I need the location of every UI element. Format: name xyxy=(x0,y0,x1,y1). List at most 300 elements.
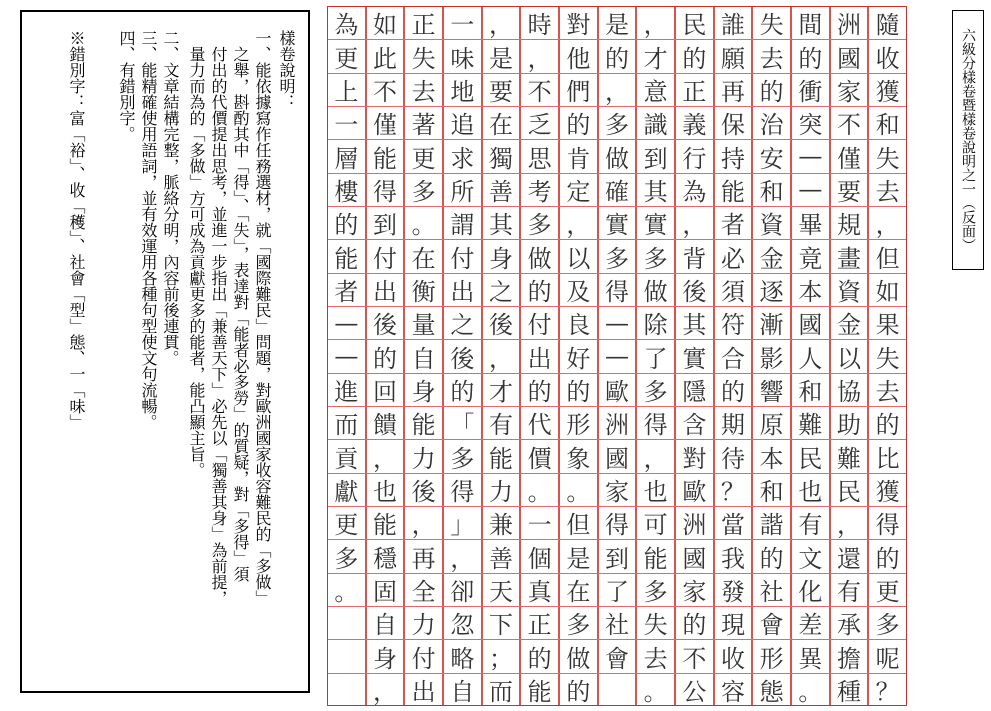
essay-char: 身 xyxy=(372,644,397,673)
essay-char: 追 xyxy=(450,111,475,140)
essay-char: 意 xyxy=(643,77,668,106)
explanation-line: 量力而為的「多做」方可成為貢獻更多的能者，能凸顯主旨。 xyxy=(187,30,206,478)
essay-char: 失 xyxy=(759,11,784,40)
essay-char: 後 xyxy=(488,311,513,340)
essay-char: 願 xyxy=(720,44,745,73)
essay-char: 不 xyxy=(836,111,861,140)
essay-char: 諧 xyxy=(759,511,784,540)
essay-char: 而 xyxy=(334,411,359,440)
essay-char: 多 xyxy=(450,444,475,473)
essay-char: ， xyxy=(372,677,397,706)
explanation-line: 一、能依據寫作任務選材，就「國際難民」問題，對歐洲國家收容難民的「多做」 xyxy=(253,30,272,606)
essay-char: ， xyxy=(488,11,513,40)
essay-char: 實 xyxy=(682,344,707,373)
essay-char: ？ xyxy=(720,477,745,506)
essay-char: 有 xyxy=(488,411,513,440)
essay-char: 失 xyxy=(875,144,900,173)
essay-char: 化 xyxy=(798,577,823,606)
essay-char: 才 xyxy=(488,377,513,406)
essay-char: 確 xyxy=(604,177,629,206)
essay-char: 價 xyxy=(527,444,552,473)
essay-char: 家 xyxy=(682,577,707,606)
typo-note: ※錯別字：富「裕」、收「穫」、社會「型」態、一「味」 xyxy=(67,30,86,430)
essay-char: 獲 xyxy=(875,477,900,506)
essay-char: 原 xyxy=(759,411,784,440)
essay-char: 做 xyxy=(527,244,552,273)
essay-char: 的 xyxy=(759,544,784,573)
essay-char: 除 xyxy=(643,311,668,340)
essay-char: 後 xyxy=(372,311,397,340)
essay-char: 的 xyxy=(682,44,707,73)
essay-char: 會 xyxy=(759,611,784,640)
essay-char: 之 xyxy=(450,311,475,340)
essay-char: 規 xyxy=(836,211,861,240)
essay-char: 定 xyxy=(566,177,591,206)
essay-char: ， xyxy=(488,344,513,373)
essay-char: 在 xyxy=(488,111,513,140)
essay-char: 做 xyxy=(566,644,591,673)
essay-char: 資 xyxy=(836,277,861,306)
essay-char: 對 xyxy=(682,444,707,473)
essay-char: 做 xyxy=(643,277,668,306)
essay-char: 固 xyxy=(372,577,397,606)
essay-char: 其 xyxy=(643,177,668,206)
essay-char: 能 xyxy=(720,177,745,206)
essay-char: 一 xyxy=(334,111,359,140)
essay-char: 多 xyxy=(604,244,629,273)
essay-char: 能 xyxy=(643,544,668,573)
essay-char: 再 xyxy=(411,544,436,573)
essay-char: 合 xyxy=(720,344,745,373)
essay-char: 畫 xyxy=(836,244,861,273)
essay-char: 我 xyxy=(720,544,745,573)
essay-char: 難 xyxy=(836,444,861,473)
essay-char: 和 xyxy=(759,177,784,206)
essay-char: 洲 xyxy=(604,411,629,440)
essay-char: 後 xyxy=(411,477,436,506)
essay-char: 必 xyxy=(720,244,745,273)
essay-char: 誰 xyxy=(720,11,745,40)
essay-char: 僅 xyxy=(372,111,397,140)
essay-char: 多 xyxy=(334,544,359,573)
essay-char: 為 xyxy=(334,11,359,40)
essay-char: ， xyxy=(604,77,629,106)
essay-char: 出 xyxy=(527,344,552,373)
essay-char: 的 xyxy=(334,211,359,240)
essay-char: 收 xyxy=(875,44,900,73)
essay-char: 力 xyxy=(488,477,513,506)
essay-char: 的 xyxy=(759,77,784,106)
essay-char: 容 xyxy=(720,677,745,706)
essay-char: 層 xyxy=(334,144,359,173)
essay-char: 一 xyxy=(527,511,552,540)
essay-char: 之 xyxy=(488,277,513,306)
essay-char: 竟 xyxy=(798,244,823,273)
essay-char: 突 xyxy=(798,111,823,140)
essay-char: 文 xyxy=(798,544,823,573)
essay-char: — xyxy=(334,308,359,337)
essay-char: 的 xyxy=(566,677,591,706)
essay-char: 多 xyxy=(527,211,552,240)
essay-char: 去 xyxy=(759,44,784,73)
essay-char: 考 xyxy=(527,177,552,206)
essay-char: 實 xyxy=(643,211,668,240)
essay-char: 身 xyxy=(411,377,436,406)
essay-char: ， xyxy=(411,511,436,540)
essay-char: 能 xyxy=(411,411,436,440)
essay-char: 響 xyxy=(759,377,784,406)
essay-char: 國 xyxy=(836,44,861,73)
essay-char: 要 xyxy=(836,177,861,206)
essay-char: 逐 xyxy=(759,277,784,306)
essay-char: 會 xyxy=(604,644,629,673)
essay-char: 去 xyxy=(411,77,436,106)
essay-char: 行 xyxy=(682,144,707,173)
essay-char: 的 xyxy=(527,377,552,406)
essay-char: 公 xyxy=(682,677,707,706)
essay-char: 的 xyxy=(798,44,823,73)
essay-char: 是 xyxy=(488,44,513,73)
grid-border xyxy=(327,6,907,706)
essay-char: 比 xyxy=(875,444,900,473)
essay-char: 社 xyxy=(759,577,784,606)
explanation-line: 二、文章結構完整，脈絡分明，內容前後連貫。 xyxy=(161,30,180,366)
essay-char: 差 xyxy=(798,611,823,640)
essay-char: 不 xyxy=(527,77,552,106)
essay-char: 去 xyxy=(875,377,900,406)
essay-char: 的 xyxy=(527,277,552,306)
essay-char: 進 xyxy=(334,377,359,406)
essay-char: 自 xyxy=(450,677,475,706)
essay-char: 的 xyxy=(604,44,629,73)
essay-char: 還 xyxy=(836,544,861,573)
explanation-line: 之舉，斟酌其中「得」、「失」，表達對「能者必多勞」的質疑，對「多得」須 xyxy=(231,30,250,582)
essay-char: 。 xyxy=(798,677,823,706)
explanation-line: 付出的代價提出思考，並進一步指出「兼善天下」必先以「獨善其身」為前提， xyxy=(209,30,228,606)
essay-char: 卻 xyxy=(450,577,475,606)
essay-char: 的 xyxy=(450,377,475,406)
essay-char: 治 xyxy=(759,111,784,140)
essay-char: 種 xyxy=(836,677,861,706)
essay-char: 個 xyxy=(527,544,552,573)
essay-char: 出 xyxy=(450,277,475,306)
essay-char: 思 xyxy=(527,144,552,173)
essay-char: 他 xyxy=(566,44,591,73)
essay-char: ， xyxy=(875,211,900,240)
essay-char: 衡 xyxy=(411,277,436,306)
essay-char: 影 xyxy=(759,344,784,373)
essay-char: 符 xyxy=(720,311,745,340)
essay-char: 代 xyxy=(527,411,552,440)
essay-char: 更 xyxy=(875,577,900,606)
essay-char: ， xyxy=(527,44,552,73)
essay-char: 其 xyxy=(488,211,513,240)
essay-char: 也 xyxy=(798,477,823,506)
essay-char: 貢 xyxy=(334,444,359,473)
essay-char: 果 xyxy=(875,311,900,340)
essay-char: 去 xyxy=(875,177,900,206)
essay-char: 的 xyxy=(566,111,591,140)
essay-char: 能 xyxy=(488,444,513,473)
essay-char: 待 xyxy=(720,444,745,473)
essay-char: ？ xyxy=(875,677,900,706)
essay-char: 多 xyxy=(643,377,668,406)
essay-char: 略 xyxy=(450,644,475,673)
essay-char: 保 xyxy=(720,111,745,140)
essay-char: 和 xyxy=(875,111,900,140)
essay-char: 人 xyxy=(798,344,823,373)
essay-char: 識 xyxy=(643,111,668,140)
essay-char: 多 xyxy=(875,611,900,640)
essay-char: 承 xyxy=(836,611,861,640)
essay-char: ， xyxy=(372,444,397,473)
essay-char: 以 xyxy=(836,344,861,373)
essay-char: 得 xyxy=(450,477,475,506)
essay-char: 含 xyxy=(682,411,707,440)
essay-char: 者 xyxy=(720,211,745,240)
essay-char: ， xyxy=(682,211,707,240)
essay-char: 得 xyxy=(875,511,900,540)
essay-char: 和 xyxy=(798,377,823,406)
essay-char: 要 xyxy=(488,77,513,106)
essay-char: 態 xyxy=(759,677,784,706)
essay-char: — xyxy=(604,308,629,337)
essay-char: 和 xyxy=(759,477,784,506)
essay-char: 獲 xyxy=(875,77,900,106)
essay-char: 得 xyxy=(604,277,629,306)
essay-char: 收 xyxy=(720,644,745,673)
essay-char: 為 xyxy=(682,177,707,206)
essay-char: 正 xyxy=(682,77,707,106)
essay-char: 歐 xyxy=(604,377,629,406)
essay-char: 多 xyxy=(411,177,436,206)
essay-char: 們 xyxy=(566,77,591,106)
essay-char: 忽 xyxy=(450,611,475,640)
essay-char: 畢 xyxy=(798,211,823,240)
essay-char: 須 xyxy=(720,277,745,306)
essay-char: 兼 xyxy=(488,511,513,540)
essay-char: 家 xyxy=(604,477,629,506)
essay-char: 能 xyxy=(372,511,397,540)
essay-char: 民 xyxy=(836,477,861,506)
essay-char: 穩 xyxy=(372,544,397,573)
essay-char: 到 xyxy=(372,211,397,240)
essay-char: 本 xyxy=(798,277,823,306)
essay-char: 了 xyxy=(643,344,668,373)
essay-char: 力 xyxy=(411,611,436,640)
essay-char: 做 xyxy=(604,144,629,173)
essay-char: 更 xyxy=(411,144,436,173)
essay-char: 「 xyxy=(450,411,475,440)
essay-char: 的 xyxy=(875,411,900,440)
essay-char: 出 xyxy=(372,277,397,306)
essay-char: 洲 xyxy=(682,511,707,540)
essay-char: 」 xyxy=(450,511,475,540)
essay-char: 金 xyxy=(836,311,861,340)
essay-char: 象 xyxy=(566,444,591,473)
essay-char: 可 xyxy=(643,511,668,540)
essay-char: 洲 xyxy=(836,11,861,40)
essay-char: ， xyxy=(566,211,591,240)
essay-char: 能 xyxy=(527,677,552,706)
essay-char: 不 xyxy=(372,77,397,106)
essay-char: 得 xyxy=(604,511,629,540)
essay-char: 義 xyxy=(682,111,707,140)
essay-char: 失 xyxy=(411,44,436,73)
essay-char: 出 xyxy=(411,677,436,706)
essay-char: 能 xyxy=(334,244,359,273)
essay-char: 如 xyxy=(372,11,397,40)
essay-char: 付 xyxy=(372,244,397,273)
essay-char: 乏 xyxy=(527,111,552,140)
essay-char: 國 xyxy=(682,544,707,573)
essay-char: 才 xyxy=(643,44,668,73)
essay-char: 。 xyxy=(334,577,359,606)
sample-explanation-box xyxy=(20,10,310,693)
essay-char: 擔 xyxy=(836,644,861,673)
essay-char: 協 xyxy=(836,377,861,406)
essay-char: 也 xyxy=(372,477,397,506)
essay-char: 是 xyxy=(566,544,591,573)
essay-char: 漸 xyxy=(759,311,784,340)
essay-char: — xyxy=(798,141,823,170)
essay-char: 求 xyxy=(450,144,475,173)
essay-char: 失 xyxy=(875,344,900,373)
essay-char: 家 xyxy=(836,77,861,106)
essay-char: 善 xyxy=(488,177,513,206)
essay-char: 歐 xyxy=(682,477,707,506)
essay-char: 有 xyxy=(798,511,823,540)
essay-char: 呢 xyxy=(875,644,900,673)
essay-char: 更 xyxy=(334,511,359,540)
essay-char: 。 xyxy=(643,677,668,706)
essay-char: 所 xyxy=(450,177,475,206)
essay-char: 有 xyxy=(836,577,861,606)
essay-char: 多 xyxy=(643,577,668,606)
essay-char: 當 xyxy=(720,511,745,540)
essay-char: 全 xyxy=(411,577,436,606)
essay-char: 在 xyxy=(411,244,436,273)
essay-char: 形 xyxy=(566,411,591,440)
essay-char: 真 xyxy=(527,577,552,606)
essay-char: 隨 xyxy=(875,11,900,40)
essay-char: 難 xyxy=(798,411,823,440)
essay-char: 形 xyxy=(759,644,784,673)
explanation-line: 四、有錯別字。 xyxy=(117,30,136,142)
essay-char: ， xyxy=(450,544,475,573)
essay-char: 現 xyxy=(720,611,745,640)
essay-char: 多 xyxy=(643,244,668,273)
essay-char: 助 xyxy=(836,411,861,440)
essay-char: 去 xyxy=(643,644,668,673)
essay-char: 良 xyxy=(566,311,591,340)
essay-char: 。 xyxy=(566,477,591,506)
essay-char: 付 xyxy=(527,311,552,340)
essay-char: 發 xyxy=(720,577,745,606)
essay-char: 後 xyxy=(450,344,475,373)
essay-char: 失 xyxy=(643,611,668,640)
essay-char: ， xyxy=(643,444,668,473)
essay-char: 實 xyxy=(604,211,629,240)
essay-char: ； xyxy=(488,644,513,673)
essay-char: 民 xyxy=(682,11,707,40)
essay-char: 再 xyxy=(720,77,745,106)
essay-char: 。 xyxy=(527,477,552,506)
essay-char: 獻 xyxy=(334,477,359,506)
essay-char: 的 xyxy=(566,377,591,406)
essay-char: 資 xyxy=(759,211,784,240)
essay-char: 對 xyxy=(566,11,591,40)
essay-char: 付 xyxy=(450,244,475,273)
essay-char: 及 xyxy=(566,277,591,306)
essay-char: 味 xyxy=(450,44,475,73)
essay-char: 但 xyxy=(566,511,591,540)
essay-char: 了 xyxy=(604,577,629,606)
essay-char: 好 xyxy=(566,344,591,373)
essay-char: ， xyxy=(836,511,861,540)
essay-char: 後 xyxy=(682,277,707,306)
essay-char: 能 xyxy=(372,144,397,173)
essay-char: — xyxy=(798,175,823,204)
essay-char: 的 xyxy=(527,644,552,673)
essay-char: 不 xyxy=(682,644,707,673)
essay-char: 者 xyxy=(334,277,359,306)
essay-char: 間 xyxy=(798,11,823,40)
essay-char: 多 xyxy=(604,111,629,140)
essay-char: 金 xyxy=(759,244,784,273)
essay-char: 量 xyxy=(411,311,436,340)
essay-char: 此 xyxy=(372,44,397,73)
essay-char: 也 xyxy=(643,477,668,506)
essay-char: 獨 xyxy=(488,144,513,173)
essay-char: 謂 xyxy=(450,211,475,240)
essay-char: 隱 xyxy=(682,377,707,406)
essay-char: 下 xyxy=(488,611,513,640)
essay-char: 以 xyxy=(566,244,591,273)
essay-char: 持 xyxy=(720,144,745,173)
essay-char: 著 xyxy=(411,111,436,140)
essay-char: 善 xyxy=(488,544,513,573)
essay-char: 安 xyxy=(759,144,784,173)
essay-char: 而 xyxy=(488,677,513,706)
essay-char: 肯 xyxy=(566,144,591,173)
essay-char: 正 xyxy=(411,11,436,40)
essay-char: 多 xyxy=(566,611,591,640)
essay-char: 正 xyxy=(527,611,552,640)
explanation-heading: 樣卷說明： xyxy=(277,30,296,110)
essay-char: 付 xyxy=(411,644,436,673)
essay-char: 的 xyxy=(682,611,707,640)
essay-char: 得 xyxy=(372,177,397,206)
explanation-line: 三、能精確使用語詞，並有效運用各種句型使文句流暢。 xyxy=(139,30,158,430)
essay-char: ， xyxy=(643,11,668,40)
essay-char: 。 xyxy=(411,211,436,240)
essay-char: — xyxy=(604,341,629,370)
essay-char: 力 xyxy=(411,444,436,473)
essay-char: 背 xyxy=(682,244,707,273)
essay-char: 饋 xyxy=(372,411,397,440)
essay-char: 自 xyxy=(372,611,397,640)
essay-char: 地 xyxy=(450,77,475,106)
essay-char: 得 xyxy=(643,411,668,440)
essay-char: 本 xyxy=(759,444,784,473)
essay-char: 是 xyxy=(604,11,629,40)
essay-char: 上 xyxy=(334,77,359,106)
essay-char: 民 xyxy=(798,444,823,473)
essay-char: 的 xyxy=(875,544,900,573)
essay-char: 如 xyxy=(875,277,900,306)
essay-char: 更 xyxy=(334,44,359,73)
